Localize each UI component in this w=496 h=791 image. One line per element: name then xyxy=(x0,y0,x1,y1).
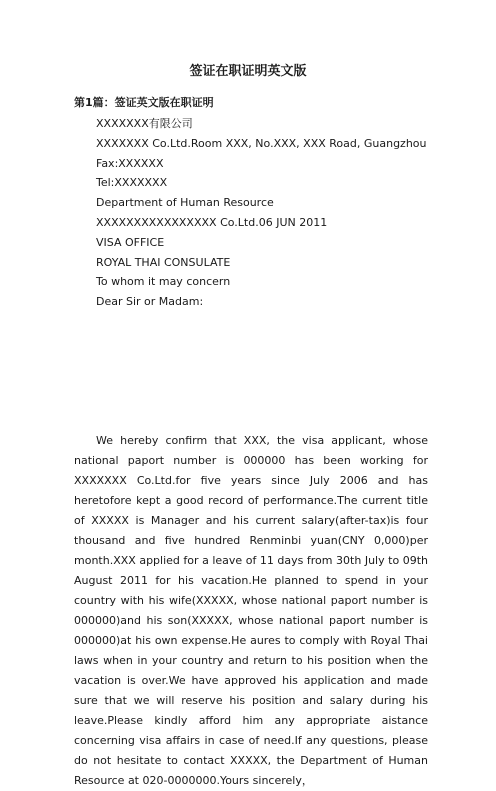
company-date-line: XXXXXXXXXXXXXXXX Co.Ltd.06 JUN 2011 xyxy=(96,215,328,229)
letter-body-paragraph: We hereby confirm that XXX, the visa applicant, whose national paport number is 000000 has been working for XXXXXXX Co.Ltd.for five years since July 2006 and has heretofore kept a good record of performance.The current title of XXXXX is Manager and his current salary(after-tax)is four thousand and five hundred Renminbi yuan(CNY 0,000)per month.XXX applied for a leave of 11 days from 30th July to 09th August 2011 for his vacation.He planned to spend in your country with his wife(XXXXX, whose national paport number is 000000)and his son(XXXXX, whose national paport number is 000000)at his own expense.He aures to comply with Royal Thai laws when in your country and return to his position when the vacation is over.We have approved his application and made sure that we will reserve his position and salary during his leave.Please kindly afford him any appropriate aistance concerning visa affairs in case of need.If any questions, please do not hesitate to contact XXXXX, the Department of Human Resource at 020-0000000.Yours sincerely， xyxy=(74,434,428,787)
company-tel: Tel:XXXXXXX xyxy=(96,176,168,190)
salutation: Dear Sir or Madam: xyxy=(96,295,204,309)
page-title: 签证在职证明英文版 xyxy=(189,64,307,79)
company-fax: Fax:XXXXXX xyxy=(96,156,164,170)
section-heading: 第1篇：签证英文版在职证明 xyxy=(74,96,214,109)
recipient-office: VISA OFFICE xyxy=(96,235,165,249)
company-address: XXXXXXX Co.Ltd.Room XXX, No.XXX, XXX Road, Guangzhou xyxy=(96,136,427,150)
salutation-general: To whom it may concern xyxy=(96,275,231,289)
company-name-cn: XXXXXXX有限公司 xyxy=(96,117,193,130)
recipient-consulate: ROYAL THAI CONSULATE xyxy=(96,255,231,269)
department-name: Department of Human Resource xyxy=(96,196,274,210)
letter-header-lines xyxy=(96,114,427,312)
